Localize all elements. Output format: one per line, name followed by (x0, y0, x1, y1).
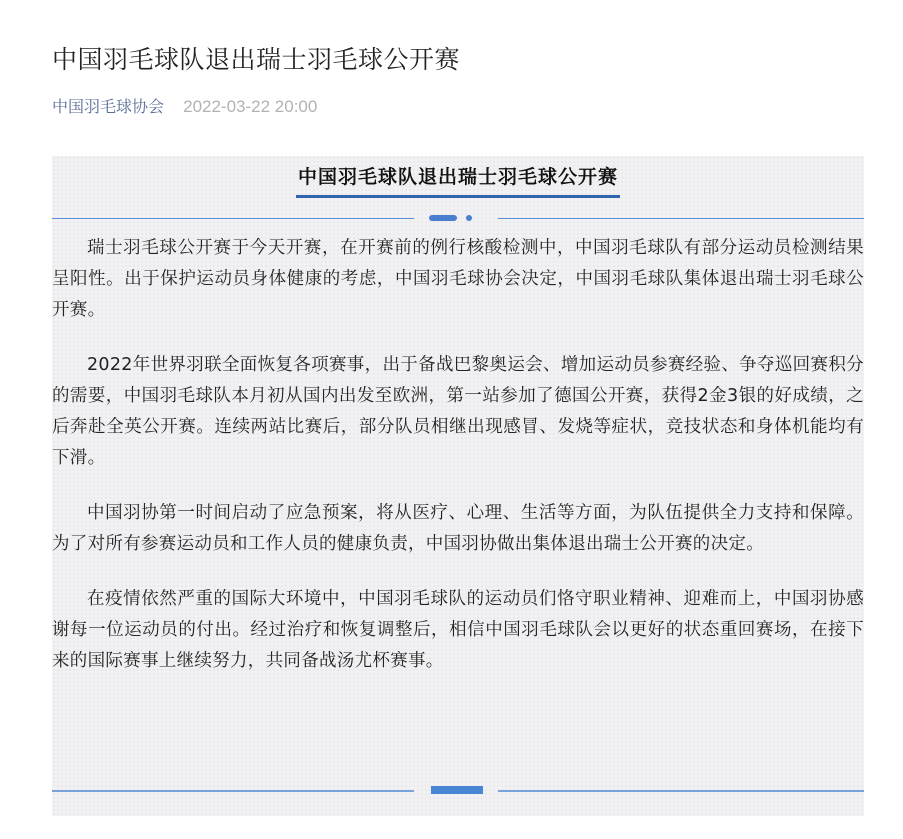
paragraph: 瑞士羽毛球公开赛于今天开赛，在开赛前的例行核酸检测中，中国羽毛球队有部分运动员检测结果呈阳性。出于保护运动员身体健康的考虑，中国羽毛球协会决定，中国羽毛球队集体退出瑞士羽毛球公开赛。 (52, 238, 864, 320)
bottom-divider (52, 783, 864, 795)
divider-line-left (52, 218, 414, 219)
paragraph: 中国羽协第一时间启动了应急预案，将从医疗、心理、生活等方面，为队伍提供全力支持和保障。为了对所有参赛运动员和工作人员的健康负责，中国羽协做出集体退出瑞士公开赛的决定。 (52, 503, 864, 554)
card-heading-wrap (52, 160, 864, 198)
divider-line-right (498, 218, 864, 219)
publish-date: 2022-03-22 20:00 (183, 97, 318, 116)
article-card (52, 156, 864, 816)
divider-dot (466, 215, 472, 221)
card-heading: 中国羽毛球队退出瑞士羽毛球公开赛 (296, 160, 620, 198)
divider-bar (431, 786, 483, 794)
divider-line-left (52, 790, 414, 792)
top-divider (52, 213, 864, 225)
article-body (52, 233, 864, 701)
divider-pill (429, 215, 457, 221)
source-link[interactable]: 中国羽毛球协会 (52, 97, 165, 116)
paragraph: 2022年世界羽联全面恢复各项赛事，出于备战巴黎奥运会、增加运动员参赛经验、争夺巡回赛积分的需要，中国羽毛球队本月初从国内出发至欧洲，第一站参加了德国公开赛，获得2金3银的好成绩，之后奔赴全英公开赛。连续两站比赛后，部分队员相继出现感冒、发烧等症状，竞技状态和身体机能均有下滑。 (52, 355, 864, 468)
divider-line-right (498, 790, 864, 792)
article-title: 中国羽毛球队退出瑞士羽毛球公开赛 (52, 45, 461, 74)
paragraph: 在疫情依然严重的国际大环境中，中国羽毛球队的运动员们恪守职业精神、迎难而上，中国羽协感谢每一位运动员的付出。经过治疗和恢复调整后，相信中国羽毛球队会以更好的状态重回赛场，在接下来的国际赛事上继续努力，共同备战汤尤杯赛事。 (52, 589, 864, 671)
article-meta (52, 94, 317, 117)
